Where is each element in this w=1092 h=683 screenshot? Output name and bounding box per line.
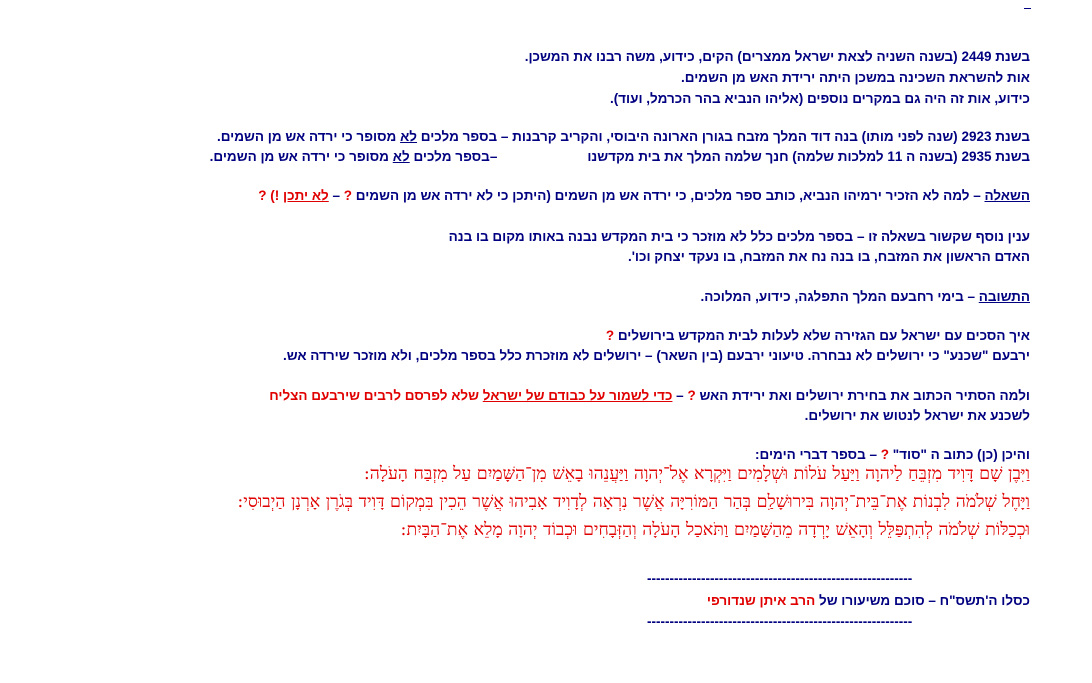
answer-line <box>700 288 1030 305</box>
signature-rabbi: הרב איתן שנדורפי <box>706 593 816 608</box>
p2-line2-text-b: –בספר מלכים <box>409 149 498 164</box>
question-label: השאלה <box>984 188 1030 203</box>
answer-text: – בימי רחבעם המלך התפלגה, כידוע, המלוכה. <box>700 289 979 304</box>
p2-line1-text-b: מסופר כי ירדה אש מן השמים. <box>216 129 401 144</box>
question-mark-2: ? <box>258 188 271 203</box>
signature-line <box>707 593 1030 608</box>
note-line1: ענין נוסף שקשור בשאלה זו – בספר מלכים כלל לא מוזכר כי בית המקדש נבנה באותו מקום בו בנה <box>448 229 1030 244</box>
p1-line3: כידוע, אות זה היה גם במקרים נוספים (אליהו הנביא בהר הכרמל, ועוד). <box>609 91 1030 106</box>
p5-line1-text-a: והיכן (כן) כתוב ה "סוד" <box>889 447 1030 462</box>
question-dash: – <box>328 188 344 203</box>
p5-question-mark: ? <box>880 447 889 462</box>
p3-line1-text: איך הסכים עם ישראל עם הגזירה שלא לעלות לבית המקדש בירושלים <box>614 328 1030 343</box>
p5-line1-text-b: – בספר דברי הימים: <box>755 447 881 462</box>
separator-top: ----------------------------------------------------------- <box>647 571 913 586</box>
p2-line1-lo: לא <box>400 129 418 144</box>
separator-bottom: ----------------------------------------------------------- <box>647 614 913 629</box>
p4-line1-dash: – <box>672 388 688 403</box>
question-excl: !) <box>270 188 284 203</box>
p4-line1 <box>269 387 1030 404</box>
answer-label: התשובה <box>978 289 1030 304</box>
p3-question-mark: ? <box>605 328 615 343</box>
p2-line1 <box>217 128 1030 145</box>
p2-line2 <box>210 148 1030 165</box>
p2-line2-text-c: מסופר כי ירדה אש מן השמים. <box>209 149 393 164</box>
signature-text: כסלו ה'תשס"ח – סוכם משיעורו של <box>815 593 1030 608</box>
note-line2: האדם הראשון את המזבח, בו בנה נח את המזבח, בו נעקד יצחק וכו'. <box>627 249 1030 264</box>
verse-2: וַיָּחֶל שְׁלֹמֹה לִבְנוֹת אֶת־בֵּית־יְהוָה בִּירוּשָׁלִַם בְּהַר הַמּוֹרִיָּה אֲשֶׁר נִרְאָה לְדָוִיד אָבִיהוּ אֲשֶׁר הֵכִין בִּמְקוֹם דָּוִיד בְּגֹרֶן אָרְנָן הַיְבוּסִי: <box>237 492 1030 512</box>
corner-mark <box>1024 8 1031 9</box>
question-line <box>258 187 1030 204</box>
p4-line2: לשכנע את ישראל לנטוש את ירושלים. <box>804 408 1030 423</box>
p5-line1 <box>755 446 1030 463</box>
p4-question-mark: ? <box>687 388 696 403</box>
p1-line1: בשנת 2449 (בשנה השניה לצאת ישראל ממצרים) הקים, כידוע, משה רבנו את המשכן. <box>524 49 1030 64</box>
p3-line2: ירבעם "שכנע" כי ירושלים לא נבחרה. טיעוני ירבעם (בין השאר) – ירושלים לא מוזכרת כלל בספר מלכים, ולא מוזכר שירדה אש. <box>282 348 1030 363</box>
question-lo-yitachen: לא יתכן <box>283 188 329 203</box>
p4-line1-text-b: שלא לפרסם לרבים שירבעם הצליח <box>269 388 483 403</box>
p3-line1 <box>606 327 1030 344</box>
p4-underlined-phrase: כדי לשמור על כבודם של ישראל <box>482 388 673 403</box>
verse-1: וַיִּבֶן שָׁם דָּוִיד מִזְבֵּחַ לַיהוָה וַיַּעַל עֹלוֹת וּשְׁלָמִים וַיִּקְרָא אֶל־יְהוָה וַיַּעֲנֵהוּ בָאֵשׁ מִן־הַשָּׁמַיִם עַל מִזְבַּח הָעֹלָה: <box>363 464 1030 484</box>
question-mark-1: ? <box>343 188 353 203</box>
p1-line2: אות להשראת השכינה במשכן היתה ירידת האש מן השמים. <box>681 70 1030 85</box>
p2-line2-text-a: בשנת 2935 (בשנה ה 11 למלכות שלמה) חנך שלמה המלך את בית מקדשנו <box>587 149 1030 164</box>
p4-line1-text-a: ולמה הסתיר הכתוב את בחירת ירושלים ואת ירידת האש <box>695 388 1030 403</box>
verse-3: וּכְכַלּוֹת שְׁלֹמֹה לְהִתְפַּלֵּל וְהָאֵשׁ יָרְדָה מֵהַשָּׁמַיִם וַתֹּאכַל הָעֹלָה וְהַזְּבָחִים וּכְבוֹד יְהוָה מָלֵא אֶת־הַבָּיִת: <box>400 520 1030 540</box>
question-text: – למה לא הזכיר ירמיהו הנביא, כותב ספר מלכים, כי ירדה אש מן השמים (היתכן כי לא ירדה אש מן השמים <box>352 188 985 203</box>
p2-line2-lo: לא <box>392 149 410 164</box>
p2-line1-text-a: בשנת 2923 (שנה לפני מותו) בנה דוד המלך מזבח בגורן הארונה היבוסי, והקריב קרבנות – בספר מלכים <box>417 129 1030 144</box>
